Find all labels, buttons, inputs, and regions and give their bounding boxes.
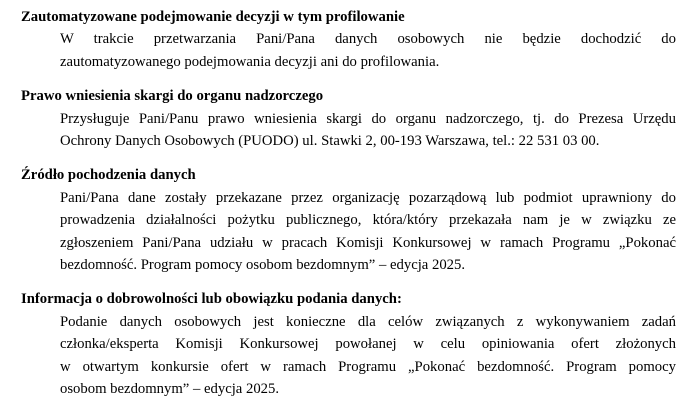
paragraph-line: Przysługuje Pani/Panu prawo wniesienia skargi do organu nadzorczego, tj. do Prezesa Urzędu xyxy=(60,110,676,127)
section-paragraph xyxy=(60,311,676,401)
section-heading: Prawo wniesienia skargi do organu nadzorczego xyxy=(21,88,324,105)
paragraph-line: Ochrony Danych Osobowych (PUODO) ul. Stawki 2, 00-193 Warszawa, tel.: 22 531 03 00. xyxy=(60,133,600,150)
paragraph-line: prowadzenia działalności pożytku publicznego, która/który przekazała nam je w związku ze xyxy=(60,212,676,229)
section-voluntariness-info xyxy=(21,288,676,400)
section-automated-decisions xyxy=(21,6,676,73)
paragraph-line: W trakcie przetwarzania Pani/Pana danych osobowych nie będzie dochodzić do xyxy=(60,31,676,48)
section-paragraph xyxy=(60,28,676,73)
section-heading: Informacja o dobrowolności lub obowiązku podania danych: xyxy=(21,291,402,308)
paragraph-line: członka/eksperta Komisji Konkursowej powołanej w celu opiniowania ofert złożonych xyxy=(60,336,676,353)
paragraph-line: Podanie danych osobowych jest konieczne dla celów związanych z wykonywaniem zadań xyxy=(60,313,676,330)
paragraph-line: w otwartym konkursie ofert w ramach Programu „Pokonać bezdomność. Program pomocy xyxy=(60,358,676,375)
section-heading: Zautomatyzowane podejmowanie decyzji w tym profilowanie xyxy=(21,9,405,25)
paragraph-line: zgłoszeniem Pani/Pana udziału w pracach Komisji Konkursowej w ramach Programu „Pokonać xyxy=(60,234,676,251)
paragraph-line: Pani/Pana dane zostały przekazane przez organizację pozarządową lub podmiot uprawniony do xyxy=(60,189,676,206)
section-data-source xyxy=(21,164,676,276)
paragraph-line: osobom bezdomnym” – edycja 2025. xyxy=(60,381,280,398)
section-paragraph xyxy=(60,108,676,153)
paragraph-line: zautomatyzowanego podejmowania decyzji ani do profilowania. xyxy=(60,53,440,70)
paragraph-line: bezdomność. Program pomocy osobom bezdomnym” – edycja 2025. xyxy=(60,257,466,274)
section-paragraph xyxy=(60,187,676,277)
section-right-to-complain xyxy=(21,85,676,152)
section-heading: Źródło pochodzenia danych xyxy=(21,167,196,184)
